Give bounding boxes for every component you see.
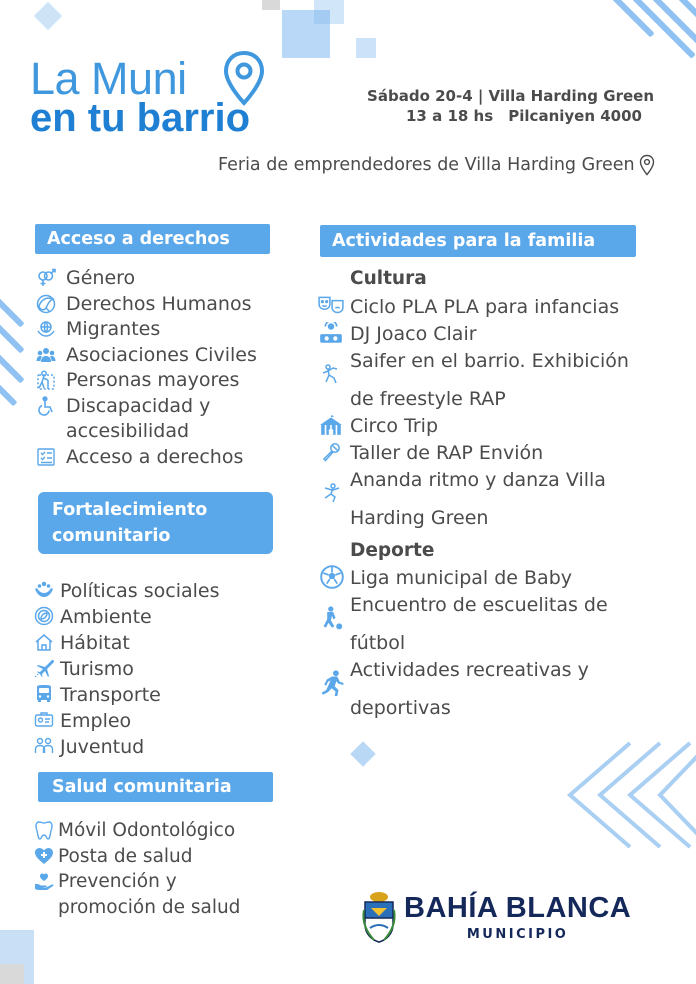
list-item-label: Hábitat xyxy=(60,632,130,654)
bus-icon xyxy=(32,682,56,706)
plane-icon xyxy=(32,656,56,680)
wheelchair-icon xyxy=(34,394,58,418)
cultura-heading: Cultura xyxy=(350,268,427,289)
list-item-label: Género xyxy=(66,267,136,289)
acceso-heading-text: Acceso a derechos xyxy=(47,229,230,249)
list-item-label: Móvil Odontológico xyxy=(58,820,236,841)
list-item-label: Migrantes xyxy=(66,318,161,340)
fortalecimiento-heading-line1: Fortalecimiento xyxy=(52,500,208,520)
list-item xyxy=(318,657,688,695)
blank-icon-slot xyxy=(318,630,346,654)
list-item-label: Políticas sociales xyxy=(60,580,220,602)
feria-text: Feria de emprendedores de Villa Harding Green xyxy=(218,155,635,175)
list-item-label: accesibilidad xyxy=(66,420,190,442)
decor-top-diamond xyxy=(34,2,62,30)
fortalecimiento-heading-line2: comunitario xyxy=(52,526,171,546)
blank-icon-slot xyxy=(318,695,346,719)
tooth-icon xyxy=(32,818,56,842)
decor-stripe xyxy=(0,281,25,328)
title-line2: en tu barrio xyxy=(30,96,251,140)
decor-square xyxy=(262,0,280,10)
list-item xyxy=(32,578,312,604)
hand-heart-icon xyxy=(32,869,56,893)
list-item-label: Transporte xyxy=(60,684,161,706)
list-item-label: Circo Trip xyxy=(350,415,439,437)
fortalecimiento-heading xyxy=(38,492,273,554)
circus-tent-icon xyxy=(316,413,346,437)
list-item xyxy=(318,565,688,592)
location-pin-small-icon xyxy=(639,154,655,176)
decor-square xyxy=(0,964,24,984)
list-item xyxy=(34,394,314,420)
list-item-label: Encuentro de escuelitas de xyxy=(350,594,608,616)
hands-people-icon xyxy=(32,578,56,602)
salud-list xyxy=(32,818,312,920)
list-item-label: deportivas xyxy=(350,697,451,719)
list-item xyxy=(34,445,314,471)
event-info xyxy=(354,86,654,126)
coat-of-arms-icon xyxy=(362,890,396,946)
event-hours: 13 a 18 hs xyxy=(406,107,494,125)
logo-main-text: BAHÍA BLANCA xyxy=(404,892,632,924)
list-item xyxy=(318,695,688,722)
theater-masks-icon xyxy=(316,294,346,318)
title-line1: La Muni xyxy=(30,53,187,104)
list-item xyxy=(32,818,312,844)
fortalecimiento-list xyxy=(32,578,312,760)
blank-icon-slot xyxy=(34,419,58,443)
list-item xyxy=(316,467,686,505)
deporte-heading: Deporte xyxy=(350,540,435,561)
list-item-label: fútbol xyxy=(350,632,406,654)
familia-heading-text: Actividades para la familia xyxy=(332,231,596,251)
blank-icon-slot xyxy=(316,505,346,529)
list-item-label: Taller de RAP Envión xyxy=(350,442,544,464)
id-card-icon xyxy=(32,708,56,732)
house-icon xyxy=(32,630,56,654)
salud-heading-text: Salud comunitaria xyxy=(52,777,232,797)
leaf-circle-icon xyxy=(32,604,56,628)
logo-text xyxy=(404,894,631,942)
list-item xyxy=(316,321,686,348)
blank-icon-slot xyxy=(32,895,56,919)
list-item-label: Discapacidad y xyxy=(66,394,211,417)
list-item-label: Asociaciones Civiles xyxy=(66,343,257,366)
list-item xyxy=(316,440,686,467)
event-time-row xyxy=(354,106,654,126)
event-date-place: Sábado 20-4 | Villa Harding Green xyxy=(367,87,654,105)
list-item xyxy=(32,708,312,734)
list-item-label: Prevención y xyxy=(58,871,177,892)
list-item-label: Liga municipal de Baby xyxy=(350,567,572,589)
list-item xyxy=(32,630,312,656)
cultura-list xyxy=(316,294,686,532)
list-item-label: Actividades recreativas y xyxy=(350,659,589,681)
runner-icon xyxy=(318,671,346,695)
list-item xyxy=(32,734,312,760)
list-item xyxy=(32,844,312,870)
decor-square xyxy=(356,38,376,58)
list-item xyxy=(318,592,688,630)
deporte-list xyxy=(318,565,688,722)
list-item-label: Juventud xyxy=(60,736,145,758)
soccer-ball-icon xyxy=(318,565,346,589)
list-item-label: Acceso a derechos xyxy=(66,445,244,468)
list-item-label: Ambiente xyxy=(60,606,152,628)
salud-heading xyxy=(38,772,273,802)
gender-icon xyxy=(34,266,58,290)
list-item xyxy=(34,292,314,318)
acceso-heading xyxy=(35,224,270,254)
list-item-label: Posta de salud xyxy=(58,845,193,867)
list-item xyxy=(32,656,312,682)
soccer-player-icon xyxy=(318,606,346,630)
dj-icon xyxy=(316,321,346,345)
list-item-label: Turismo xyxy=(60,658,134,680)
list-item xyxy=(32,682,312,708)
list-item-label: Derechos Humanos xyxy=(66,292,252,315)
list-item xyxy=(318,630,688,657)
list-item xyxy=(34,368,314,394)
event-street: Pilcaniyen 4000 xyxy=(508,107,642,125)
list-item-label: Harding Green xyxy=(350,507,489,529)
list-item-label: Saifer en el barrio. Exhibición xyxy=(350,350,629,372)
elder-icon xyxy=(34,368,58,392)
dancer-icon xyxy=(316,362,346,386)
decor-chevrons xyxy=(560,735,696,855)
list-item xyxy=(34,343,314,369)
list-item xyxy=(34,419,314,445)
heart-cross-icon xyxy=(32,844,56,868)
acceso-list xyxy=(34,266,314,470)
youth-icon xyxy=(32,734,56,758)
list-item xyxy=(32,869,312,895)
familia-heading xyxy=(320,225,636,257)
microphone-icon xyxy=(316,440,346,464)
group-icon xyxy=(34,343,58,367)
blank-icon-slot xyxy=(316,386,346,410)
decor-square xyxy=(314,0,344,24)
decor-diamond xyxy=(350,741,375,766)
list-item xyxy=(34,317,314,343)
list-item-label: promoción de salud xyxy=(58,896,241,918)
list-item xyxy=(32,895,312,921)
list-item-label: DJ Joaco Clair xyxy=(350,323,477,345)
list-item-label: de freestyle RAP xyxy=(350,388,506,410)
logo-sub-text: MUNICIPIO xyxy=(466,927,569,942)
list-item xyxy=(316,386,686,413)
list-item xyxy=(316,505,686,532)
checklist-icon xyxy=(34,445,58,469)
list-item-label: Personas mayores xyxy=(66,369,240,391)
list-item-label: Ananda ritmo y danza Villa xyxy=(350,469,606,491)
list-item xyxy=(316,348,686,386)
list-item-label: Empleo xyxy=(60,710,132,732)
list-item xyxy=(316,294,686,321)
list-item xyxy=(34,266,314,292)
feria-line xyxy=(218,154,655,176)
list-item xyxy=(316,413,686,440)
list-item xyxy=(32,604,312,630)
dance-icon xyxy=(316,481,346,505)
list-item-label: Ciclo PLA PLA para infancias xyxy=(350,296,620,318)
dove-icon xyxy=(34,292,58,316)
municipio-logo xyxy=(362,890,631,946)
globe-hands-icon xyxy=(34,317,58,341)
